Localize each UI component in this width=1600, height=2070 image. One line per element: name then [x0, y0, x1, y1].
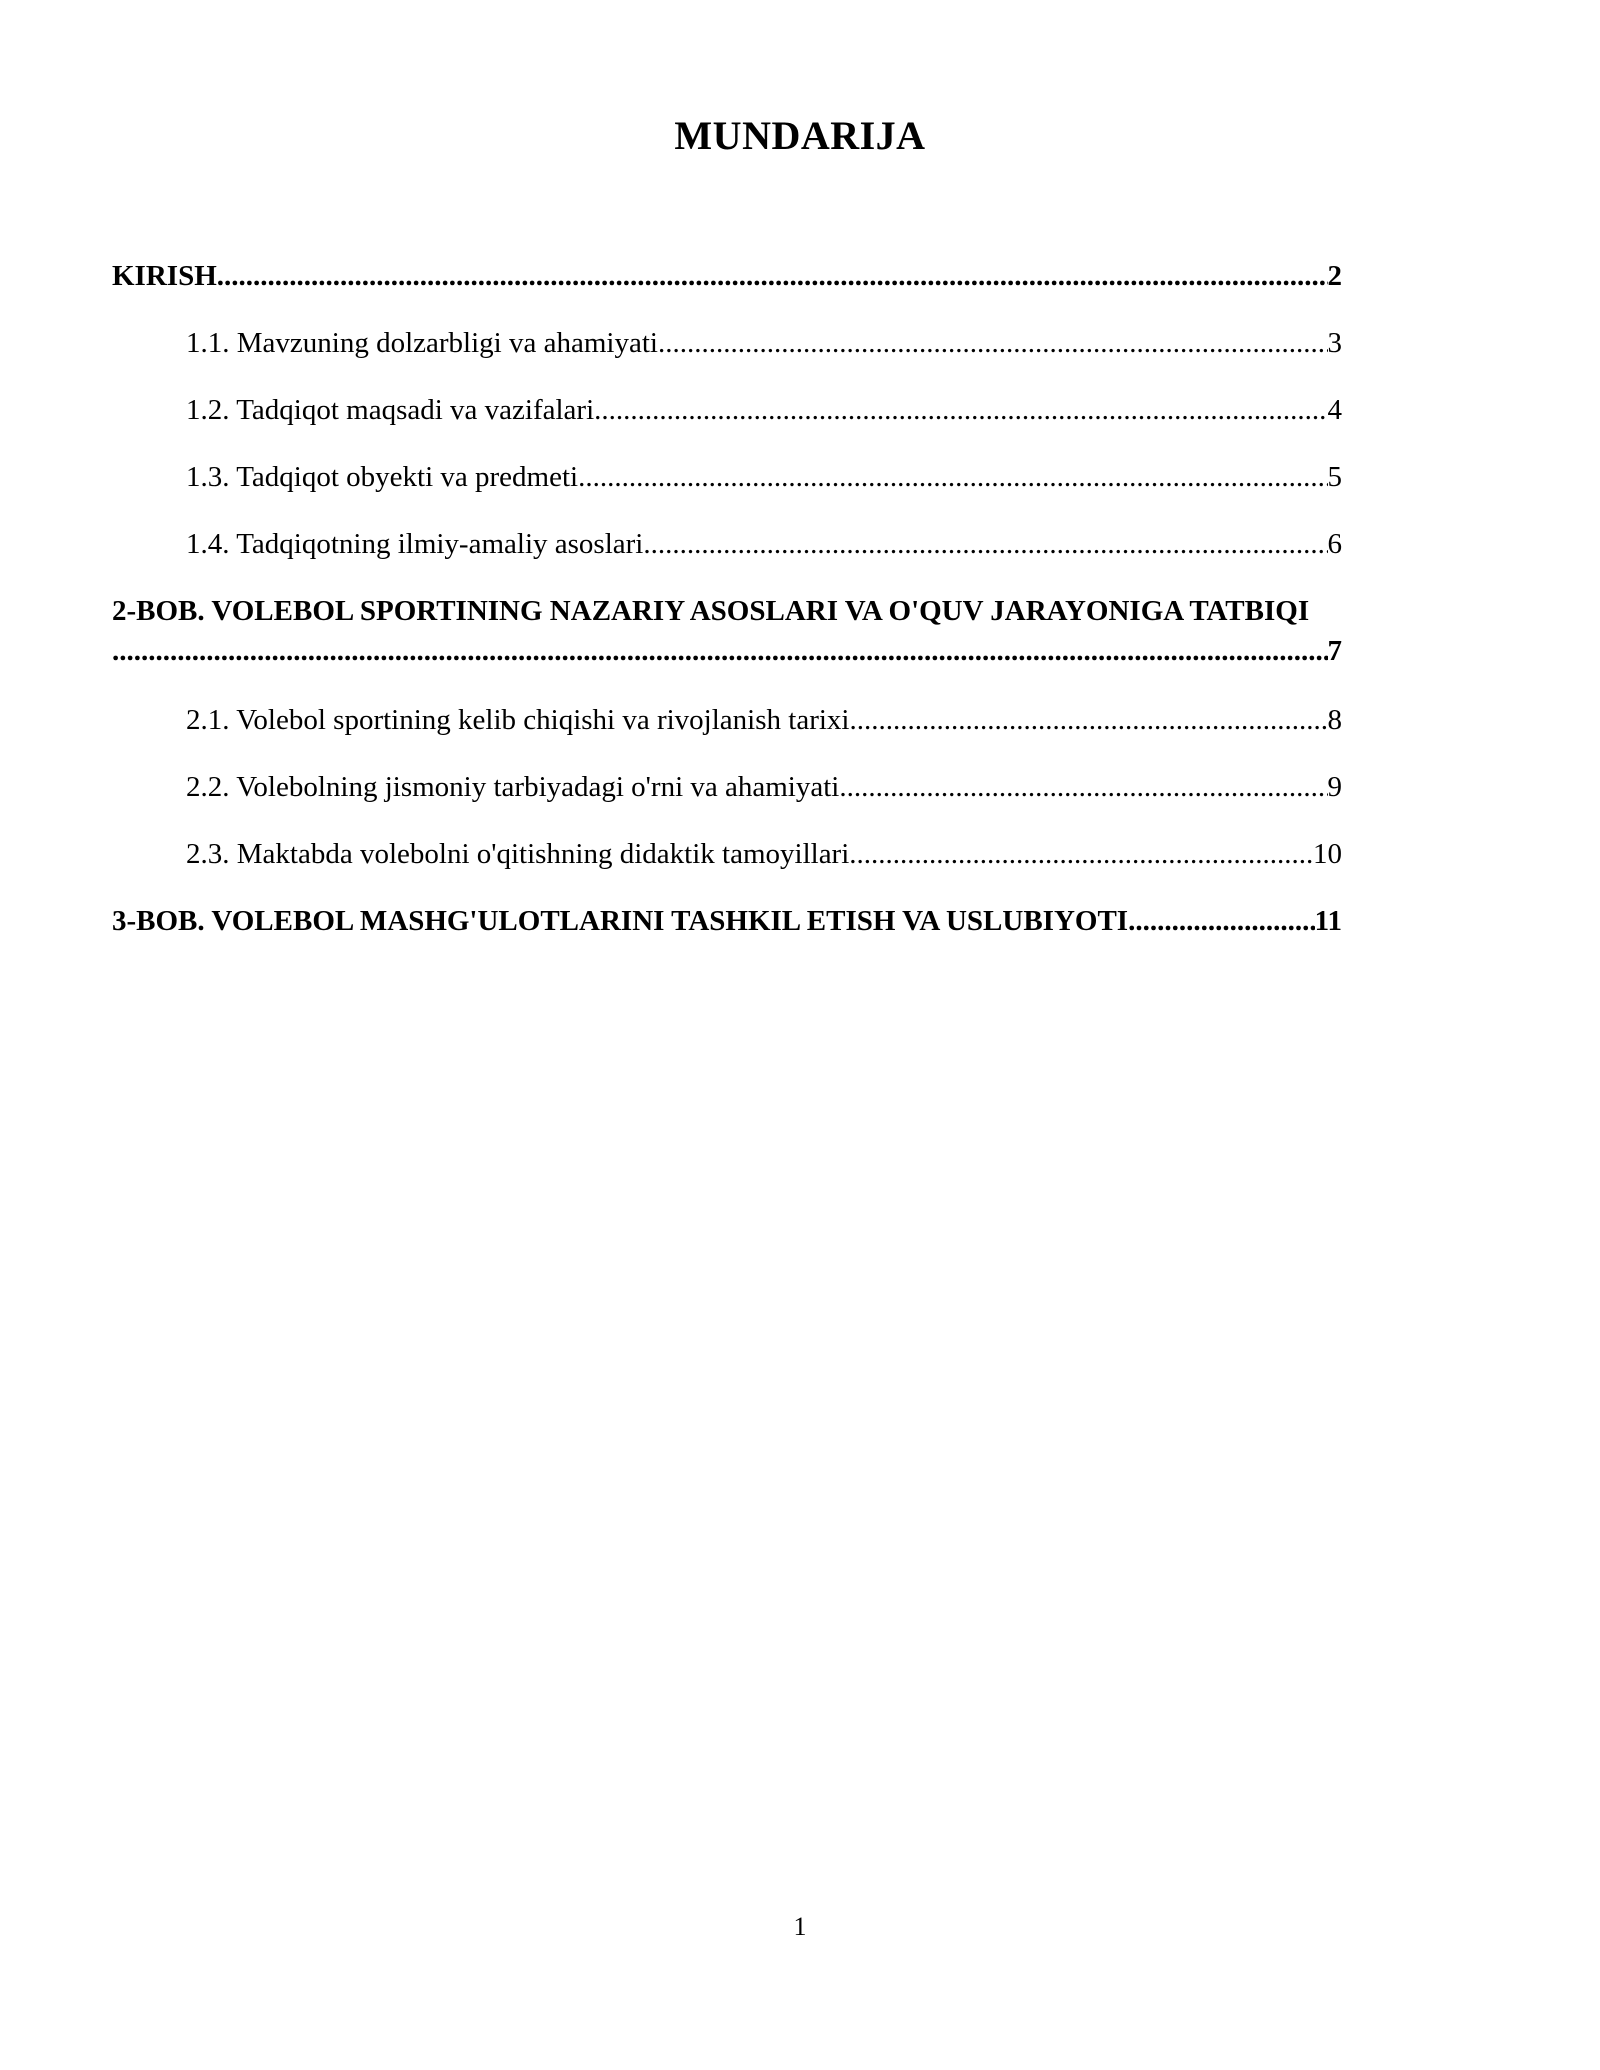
toc-entry-page: 4 — [1327, 394, 1342, 426]
toc-entry-label: 1.1. Mavzuning dolzarbligi va ahamiyati — [186, 327, 658, 359]
toc-entry-label: 1.3. Tadqiqot obyekti va predmeti — [186, 461, 579, 493]
toc-entry-page: 5 — [1327, 461, 1342, 493]
toc-entry-2-2[interactable] — [186, 767, 1342, 807]
toc-entry-label: 1.4. Tadqiqotning ilmiy-amaliy asoslari — [186, 528, 644, 560]
toc-entry-page: 7 — [1327, 635, 1342, 667]
toc-entry-label: KIRISH — [112, 260, 217, 292]
toc-entry-page: 2 — [1327, 260, 1342, 292]
page-title: MUNDARIJA — [674, 113, 926, 158]
dot-leader — [839, 767, 1327, 807]
dot-leader — [594, 390, 1327, 430]
toc-entry-kirish[interactable] — [112, 256, 1342, 296]
toc-entry-1-4[interactable] — [186, 524, 1342, 564]
dot-leader — [658, 323, 1328, 363]
toc-entry-page: 6 — [1327, 528, 1342, 560]
dot-leader — [1128, 901, 1315, 941]
toc-entry-1-3[interactable] — [186, 457, 1342, 497]
dot-leader — [849, 834, 1313, 874]
toc-entry-label: 3-BOB. VOLEBOL MASHG'ULOTLARINI TASHKIL ETISH VA USLUBIYOTI — [112, 905, 1129, 937]
toc-entry-label: 2-BOB. VOLEBOL SPORTINING NAZARIY ASOSLARI VA O'QUV JARAYONIGA TATBIQI — [112, 595, 1310, 627]
toc-entry-page: 3 — [1327, 327, 1342, 359]
toc-entry-page: 8 — [1327, 704, 1342, 736]
toc-entry-page: 10 — [1313, 838, 1342, 870]
toc-entry-label: 2.2. Volebolning jismoniy tarbiyadagi o'rni va ahamiyati — [186, 771, 840, 803]
toc-entry-page: 9 — [1327, 771, 1342, 803]
dot-leader — [849, 700, 1327, 740]
toc-entry-label: 2.3. Maktabda volebolni o'qitishning didaktik tamoyillari — [186, 838, 850, 870]
dot-leader — [112, 631, 1328, 671]
toc-entry-2-1[interactable] — [186, 700, 1342, 740]
page-number: 1 — [793, 1912, 807, 1941]
toc-entry-page: 11 — [1314, 905, 1342, 937]
toc-entry-label: 1.2. Tadqiqot maqsadi va vazifalari — [186, 394, 595, 426]
dot-leader — [578, 457, 1327, 497]
toc-entry-chapter-2[interactable] — [112, 591, 1442, 671]
toc-entry-2-3[interactable] — [186, 834, 1342, 874]
toc-entry-1-1[interactable] — [186, 323, 1342, 363]
dot-leader — [643, 524, 1327, 564]
dot-leader — [217, 256, 1328, 296]
toc-entry-chapter-3[interactable] — [112, 901, 1342, 941]
toc-entry-label: 2.1. Volebol sportining kelib chiqishi va rivojlanish tarixi — [186, 704, 850, 736]
toc-entry-1-2[interactable] — [186, 390, 1342, 430]
